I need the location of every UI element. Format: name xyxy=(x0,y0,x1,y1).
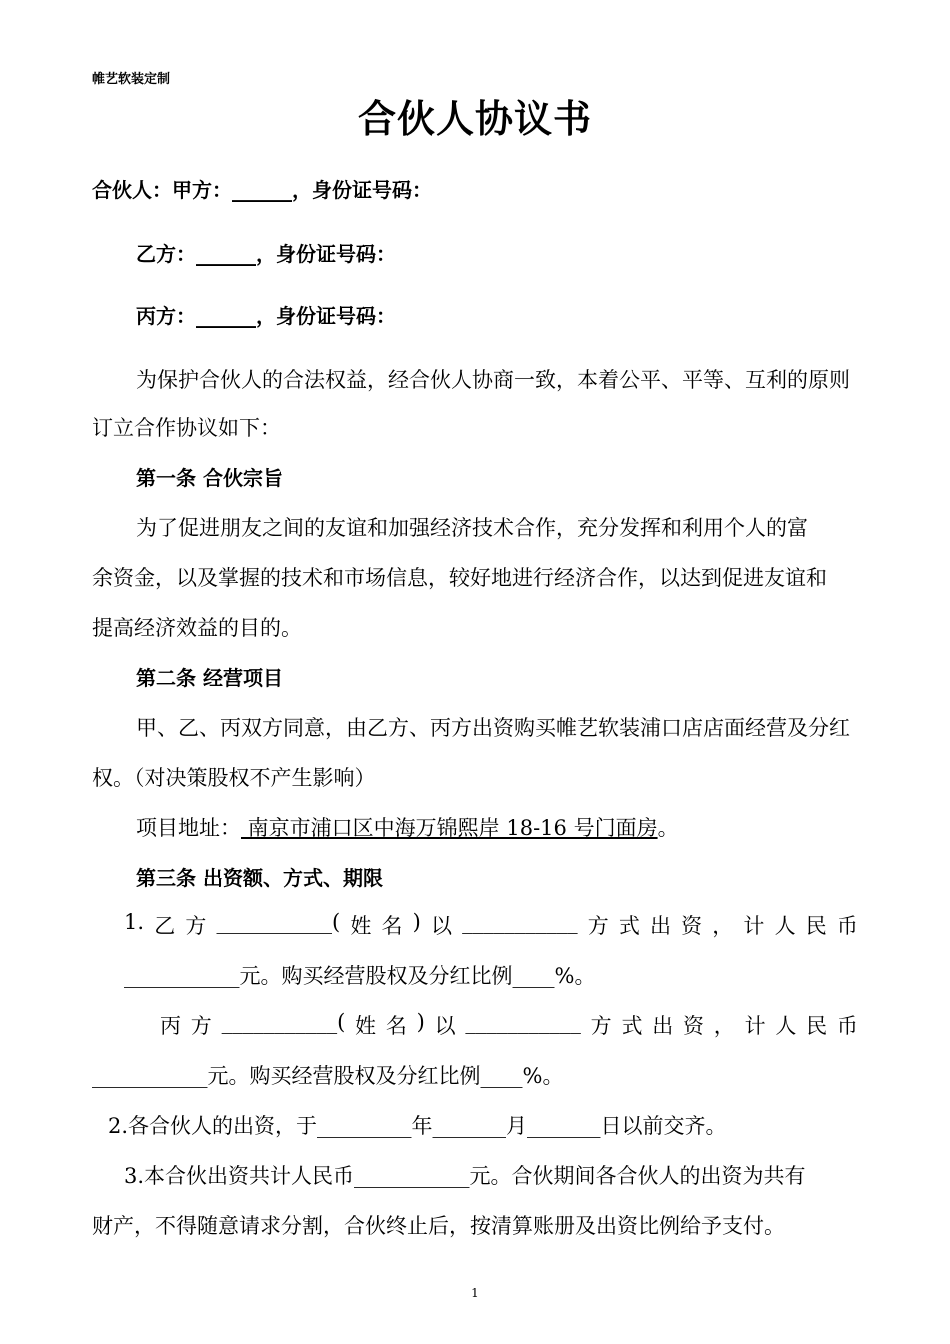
article-1-line-2: 余资金，以及掌握的技术和市场信息，较好地进行经济合作，以达到促进友谊和 xyxy=(92,566,827,590)
justified-token: 方 xyxy=(590,1014,612,1038)
justified-token: 出 xyxy=(650,914,671,938)
justified-token: 方 xyxy=(185,914,207,938)
justified-token: 人 xyxy=(775,1014,797,1038)
article-2-heading: 第二条 经营项目 xyxy=(136,666,283,690)
justified-token: ) xyxy=(412,910,421,934)
justified-token: ， xyxy=(712,914,734,938)
justified-token: 民 xyxy=(805,914,827,938)
justified-token: 1. xyxy=(124,910,145,934)
justified-token: ___________( xyxy=(221,1010,346,1034)
justified-token: 出 xyxy=(652,1014,674,1038)
justified-token: 资 xyxy=(683,1014,704,1038)
justified-token: 乙 xyxy=(154,914,176,938)
intro-line-1: 为保护合伙人的合法权益，经合伙人协商一致，本着公平、平等、互利的原则 xyxy=(136,368,850,392)
justified-token: 式 xyxy=(621,1014,643,1038)
justified-token: 丙 xyxy=(160,1014,181,1038)
article-3-item-1b-line-1 xyxy=(160,1010,858,1040)
page-number: 1 xyxy=(471,1286,479,1300)
address-end: 。 xyxy=(657,816,679,840)
article-3-item-1-line-2: ___________元。购买经营股权及分红比例____%。 xyxy=(124,964,596,988)
justified-token: 计 xyxy=(744,1014,766,1038)
party-b-line: 乙方：______，身份证号码： xyxy=(136,242,396,266)
intro-line-2: 订立合作协议如下： xyxy=(92,416,281,440)
justified-token: ， xyxy=(713,1014,735,1038)
justified-token: 名 xyxy=(385,1014,407,1038)
justified-token: 人 xyxy=(774,914,796,938)
document-title: 合伙人协议书 xyxy=(357,97,592,141)
justified-token: 姓 xyxy=(350,914,372,938)
justified-token: 方 xyxy=(587,914,609,938)
party-a-line: 合伙人：甲方：______，身份证号码： xyxy=(92,178,432,202)
article-3-item-2: 2.各合伙人的出资，于_________年_______月_______日以前交齐。 xyxy=(108,1114,727,1138)
justified-token: ___________ xyxy=(462,910,578,934)
article-3-item-3-line-1: 3.本合伙出资共计人民币___________元。合伙期间各合伙人的出资为共有 xyxy=(124,1164,806,1188)
justified-token: 名 xyxy=(381,914,403,938)
justified-token: 币 xyxy=(836,1014,858,1038)
justified-token: 资 xyxy=(681,914,703,938)
party-c-line: 丙方：______，身份证号码： xyxy=(136,304,396,328)
article-2-line-1: 甲、乙、丙双方同意，由乙方、丙方出资购买帷艺软装浦口店店面经营及分红 xyxy=(136,716,850,740)
justified-token: ___________ xyxy=(465,1010,581,1034)
address-label: 项目地址： xyxy=(136,816,241,840)
justified-token: 以 xyxy=(434,1014,456,1038)
justified-token: 式 xyxy=(618,914,640,938)
article-3-item-1-line-1 xyxy=(124,910,858,940)
article-2-line-2: 权。（对决策股权不产生影响） xyxy=(92,766,376,790)
article-3-heading: 第三条 出资额、方式、期限 xyxy=(136,866,383,890)
justified-token: 以 xyxy=(430,914,452,938)
justified-token: 计 xyxy=(743,914,765,938)
justified-token: 币 xyxy=(836,914,858,938)
justified-token: 姓 xyxy=(355,1014,377,1038)
justified-token: ___________( xyxy=(216,910,341,934)
justified-token: 方 xyxy=(190,1014,212,1038)
project-address xyxy=(136,812,679,842)
address-value: 南京市浦口区中海万锦熙岸 18-16 号门面房 xyxy=(241,816,658,840)
article-1-line-1: 为了促进朋友之间的友谊和加强经济技术合作，充分发挥和利用个人的富 xyxy=(136,516,808,540)
company-header: 帷艺软装定制 xyxy=(92,72,171,87)
article-1-heading: 第一条 合伙宗旨 xyxy=(136,466,283,490)
justified-token: 民 xyxy=(806,1014,828,1038)
justified-token: ) xyxy=(416,1010,425,1034)
article-1-line-3: 提高经济效益的目的。 xyxy=(92,616,302,640)
article-3-item-3-line-2: 财产，不得随意请求分割，合伙终止后，按清算账册及出资比例给予支付。 xyxy=(92,1214,785,1238)
article-3-item-1b-line-2: ___________元。购买经营股权及分红比例____%。 xyxy=(92,1064,564,1088)
